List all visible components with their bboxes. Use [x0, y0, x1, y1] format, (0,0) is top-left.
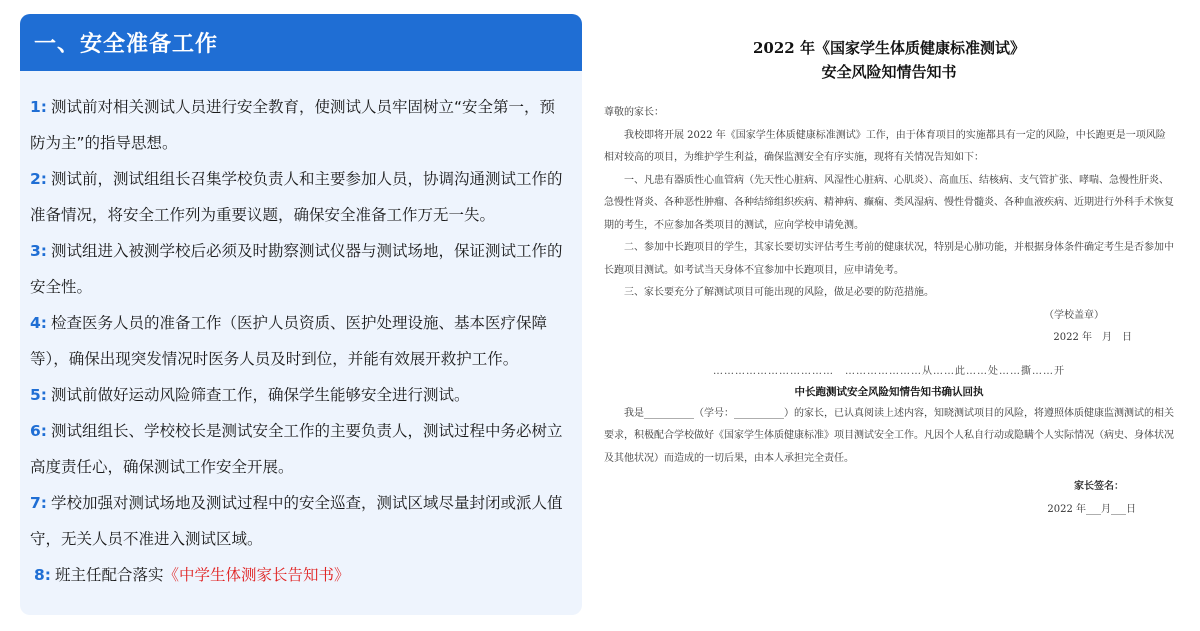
- doc-date: 2022 年 月 日: [1053, 332, 1132, 343]
- receipt-date: 2022 年___月___日: [1047, 503, 1136, 515]
- list-item: [30, 413, 568, 485]
- item-number: 3:: [30, 242, 47, 260]
- item-number: 7:: [30, 494, 47, 512]
- safety-prep-panel: [20, 14, 582, 615]
- item-text: 检查医务人员的准备工作（医护人员资质、医护处理设施、基本医疗保障等），确保出现突发情况时医务人员及时到位，并能有效展开救护工作。: [30, 314, 547, 368]
- item-number: 8:: [34, 566, 51, 584]
- list-item: [30, 305, 568, 377]
- doc-paragraph: 一、凡患有器质性心血管病（先天性心脏病、风湿性心脏病、心肌炎）、高血压、结核病、支气管扩张、哮喘、急慢性肝炎、急慢性肾炎、各种恶性肿瘤、各种结缔组织疾病、精神病、癫痫、类风湿病、慢性骨髓炎、各种血液疾病、近期进行外科手术恢复期的考生，不应参加各类项目的测试，应向学校申请免测。: [604, 174, 1174, 231]
- item-number: 4:: [30, 314, 47, 332]
- list-item: [30, 557, 568, 593]
- item-text: 班主任配合落实: [54, 566, 164, 584]
- items-list: [20, 71, 582, 593]
- doc-paragraph: 三、家长要充分了解测试项目可能出现的风险，做足必要的防范措施。: [624, 287, 934, 298]
- doc-paragraph: 二、参加中长跑项目的学生，其家长要切实评估考生考前的健康状况，特别是心肺功能，并根据身体条件确定考生是否参加中长跑项目测试。如考试当天身体不宜参加中长跑项目，应申请免考。: [604, 242, 1174, 276]
- cut-line: …………………………… …………………从……此……处……撕……开: [713, 365, 1065, 377]
- item-text: 测试前，测试组组长召集学校负责人和主要参加人员，协调沟通测试工作的准备情况，将安全工作列为重要议题，确保安全准备工作万无一失。: [30, 170, 563, 224]
- list-item: [30, 233, 568, 305]
- item-text: 测试组组长、学校校长是测试安全工作的主要负责人，测试过程中务必树立高度责任心，确保测试工作安全开展。: [30, 422, 563, 476]
- item-text: 学校加强对测试场地及测试过程中的安全巡查，测试区域尽量封闭或派人值守，无关人员不准进入测试区域。: [30, 494, 563, 548]
- item-text: 测试前对相关测试人员进行安全教育，使测试人员牢固树立“安全第一，预防为主”的指导思想。: [30, 98, 556, 152]
- item-number: 1:: [30, 98, 47, 116]
- panel-title: 一、安全准备工作: [20, 14, 582, 71]
- receipt-title: 中长跑测试安全风险知情告知书确认回执: [794, 385, 984, 398]
- item-number: 2:: [30, 170, 47, 188]
- notice-document: [604, 24, 1174, 584]
- item-text: 测试前做好运动风险筛查工作，确保学生能够安全进行测试。: [50, 386, 470, 404]
- list-item: [30, 377, 568, 413]
- doc-title-line2: 安全风险知情告知书: [821, 63, 957, 81]
- list-item: [30, 485, 568, 557]
- receipt-paragraph: 我是__________（学号：__________）的家长，已认真阅读上述内容，知晓测试项目的风险，将遵照体质健康监测测试的相关要求，积极配合学校做好《国家学生体质健康标准》项目测试安全工作。凡因个人私自行动或隐瞒个人实际情况（病史、身体状况及其他状况）而造成的一切后果，由本人承担完全责任。: [604, 407, 1174, 464]
- doc-paragraph: 我校即将开展 2022 年《国家学生体质健康标准测试》工作，由于体育项目的实施都具有一定的风险，中长跑更是一项风险相对较高的项目，为维护学生利益，确保监测安全有序实施，现将有关情况告知如下：: [604, 129, 1166, 163]
- parent-signature: 家长签名：: [1074, 481, 1124, 492]
- parent-notice-link[interactable]: 《中学生体测家长告知书》: [163, 566, 350, 584]
- list-item: [30, 161, 568, 233]
- doc-salutation: 尊敬的家长：: [604, 107, 664, 118]
- list-item: [30, 89, 568, 161]
- item-text: 测试组进入被测学校后必须及时勘察测试仪器与测试场地，保证测试工作的安全性。: [30, 242, 563, 296]
- item-number: 5:: [30, 386, 47, 404]
- school-stamp: （学校盖章）: [1044, 309, 1104, 321]
- doc-title-line1: 2022 年《国家学生体质健康标准测试》: [753, 39, 1025, 57]
- item-number: 6:: [30, 422, 47, 440]
